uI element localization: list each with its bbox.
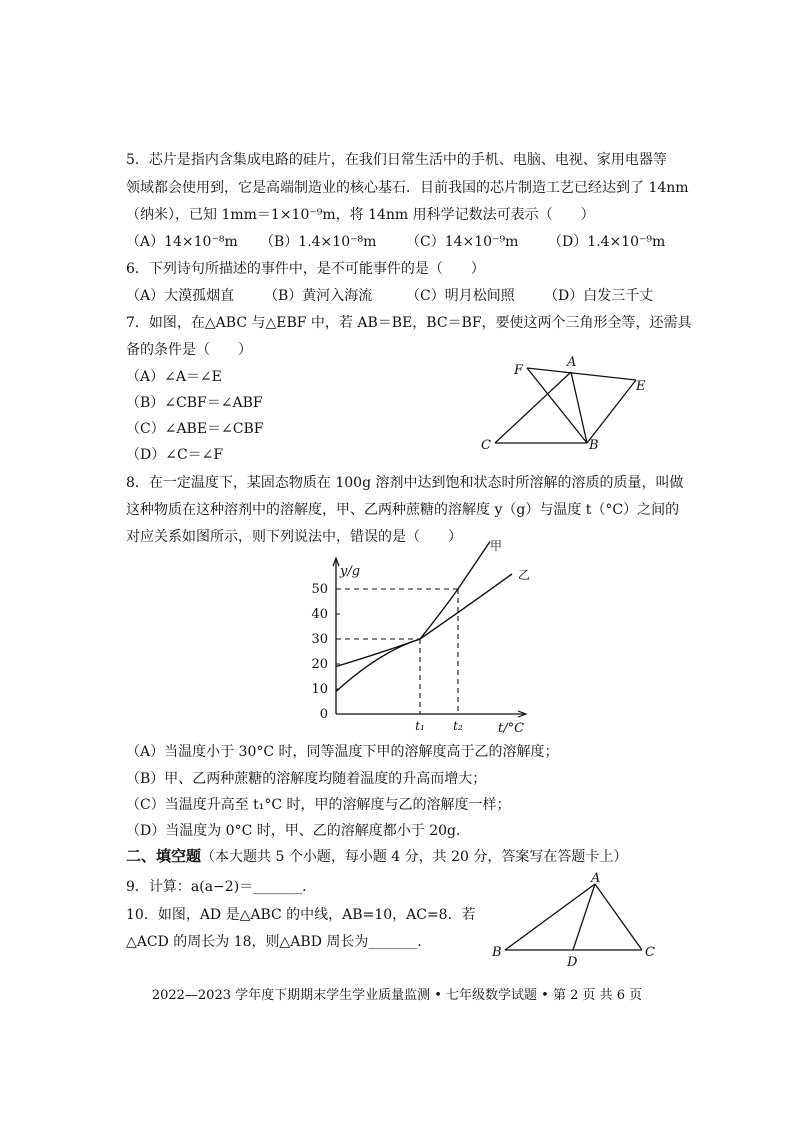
y-tick-label: 20: [311, 657, 328, 672]
segment-ba: [505, 884, 595, 950]
series-jia-label: 甲: [490, 539, 503, 553]
y-tick-label: 10: [311, 682, 328, 697]
q6-option-a: （A）大漠孤烟直: [126, 288, 235, 304]
q6-line1: 6．下列诗句所描述的事件中，是不可能事件的是（ ）: [126, 261, 485, 277]
q5-option-a: （A）14×10⁻⁸m: [126, 234, 238, 250]
section2-title: 二、填空题: [126, 847, 202, 865]
x-axis-label: t/°C: [498, 721, 525, 736]
segment-fe: [527, 368, 636, 380]
q6-option-d: （D）白发三千丈: [544, 288, 654, 304]
q7-option-c: （C）∠ABE＝∠CBF: [126, 421, 264, 437]
segment-ca: [495, 372, 571, 443]
q8-option-b: （B）甲、乙两种蔗糖的溶解度均随着温度的升高而增大；: [126, 771, 487, 787]
q8-line3: 对应关系如图所示，则下列说法中，错误的是（ ）: [126, 529, 462, 545]
segment-be: [587, 380, 636, 443]
y-tick-label: 40: [311, 607, 328, 622]
q7-triangle-figure: [470, 350, 660, 460]
q8-option-c: （C）当温度升高至 t₁°C 时，甲的溶解度与乙的溶解度一样；: [126, 797, 511, 813]
segment-ac: [595, 884, 642, 950]
label-b: B: [492, 945, 502, 960]
q6-option-b: （B）黄河入海流: [264, 288, 373, 304]
q8-line2: 这种物质在这种溶剂中的溶解度，甲、乙两种蔗糖的溶解度 y（g）与温度 t（°C）之间的: [126, 502, 680, 518]
section2-header: [126, 846, 627, 867]
x-tick-label: t₂: [453, 719, 463, 733]
label-e: E: [636, 379, 646, 394]
q5-option-b: （B）1.4×10⁻⁸m: [260, 234, 377, 250]
q10-triangle-figure: [485, 870, 665, 970]
y-axis-label: y/g: [340, 564, 361, 579]
q7-option-a: （A）∠A＝∠E: [126, 369, 222, 385]
solubility-chart: [300, 538, 550, 738]
q8-option-d: （D）当温度为 0°C 时，甲、乙的溶解度都小于 20g．: [126, 823, 470, 839]
y-tick-label: 0: [319, 707, 328, 722]
series-yi-label: 乙: [518, 568, 531, 582]
q5-line1: 5．芯片是指内含集成电路的硅片，在我们日常生活中的手机、电脑、电视、家用电器等: [126, 152, 667, 168]
q8-option-a: （A）当温度小于 30°C 时，同等温度下甲的溶解度高于乙的溶解度；: [126, 744, 559, 760]
label-f: F: [514, 363, 524, 378]
q8-line1: 8．在一定温度下，某固态物质在 100g 溶剂中达到饱和状态时所溶解的溶质的质量，叫做: [126, 475, 684, 491]
q9-text: 9．计算：a(a−2)＝_______．: [126, 879, 317, 895]
label-a: A: [591, 871, 601, 886]
q5-option-c: （C）14×10⁻⁹m: [406, 234, 519, 250]
series-yi-line: [336, 574, 512, 667]
label-c: C: [645, 945, 655, 960]
q7-line1: 7．如图，在△ABC 与△EBF 中，若 AB＝BE，BC＝BF，要使这两个三角形全等，还需具: [126, 315, 692, 331]
q6-option-c: （C）明月松间照: [406, 288, 515, 304]
q7-option-d: （D）∠C＝∠F: [126, 447, 224, 463]
q5-line2: 领域都会使用到，它是高端制造业的核心基石．目前我国的芯片制造工艺已经达到了 14nm: [126, 180, 689, 196]
q5-option-d: （D）1.4×10⁻⁹m: [548, 234, 666, 250]
label-b: B: [589, 438, 599, 453]
y-tick-label: 30: [311, 632, 328, 647]
q7-line2: 备的条件是（ ）: [126, 342, 252, 358]
label-c: C: [481, 438, 491, 453]
label-d: D: [567, 955, 578, 970]
segment-ad: [573, 884, 595, 950]
q7-option-b: （B）∠CBF＝∠ABF: [126, 395, 263, 411]
section2-note: （本大题共 5 个小题，每小题 4 分，共 20 分，答案写在答题卡上）: [201, 849, 628, 865]
page-footer: 2022—2023 学年度下期期末学生学业质量监测 • 七年级数学试题 • 第 2 页 共 6 页: [151, 988, 643, 1003]
q10-line1: 10．如图，AD 是△ABC 的中线，AB=10，AC=8．若: [126, 907, 476, 923]
x-tick-label: t₁: [415, 719, 425, 733]
label-a: A: [567, 355, 577, 370]
y-tick-label: 50: [311, 582, 328, 597]
q5-line3: （纳米），已知 1mm＝1×10⁻⁹m，将 14nm 用科学记数法可表示（ ）: [126, 207, 595, 223]
q10-line2: △ACD 的周长为 18，则△ABD 周长为_______．: [126, 934, 432, 950]
